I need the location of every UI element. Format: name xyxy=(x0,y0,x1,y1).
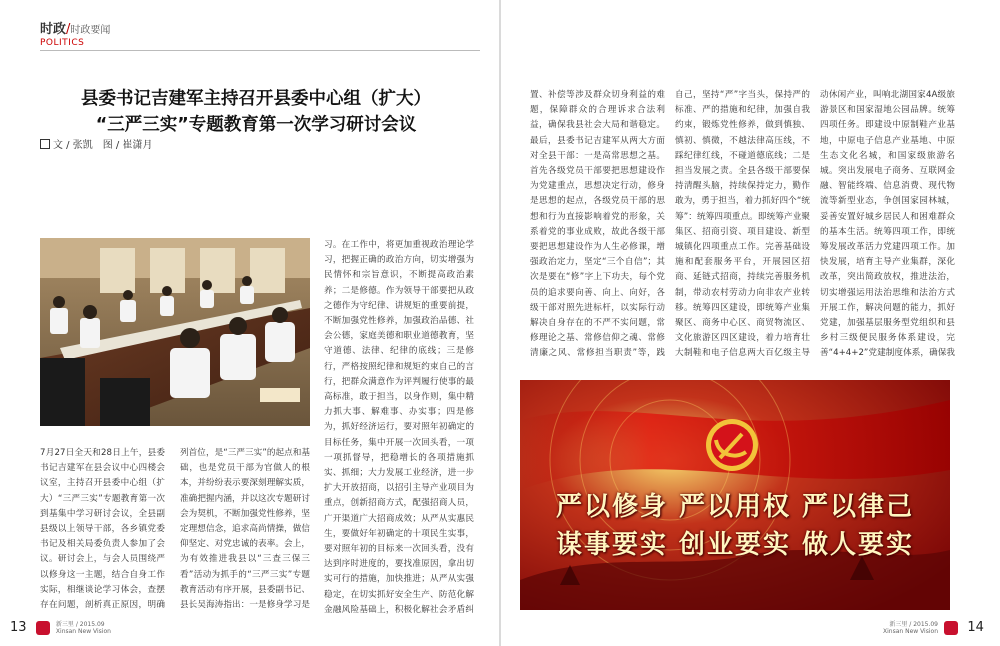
section-title: 时政 xyxy=(40,22,67,37)
title-line-2: “三严三实”专题教育第一次学习研讨会议 xyxy=(95,115,417,135)
magazine-name-left: 新三里 xyxy=(55,621,74,628)
magazine-en-left: Xinsan New Vision xyxy=(55,628,111,635)
meeting-photo-illustration xyxy=(40,238,310,426)
footer-left xyxy=(10,620,111,635)
magazine-info-left: 新三里 / 2015.09 Xinsan New Vision xyxy=(55,621,111,635)
party-emblem xyxy=(706,419,758,471)
magazine-name-right: 新三里 xyxy=(889,621,908,628)
article-column-1: 7月27日全天和28日上午，县委书记吉建军在县会议中心四楼会议室，主持召开县委中心组（扩大）“三严三实”专题教育第一次到基集中学习研讨会议，全县副县级以上领导干部，各乡镇党委书记及相关局委负责人参加了会议。研讨会上，与会人员围绕严以修身这一主题，结合自身工作实际，相继谈论学习体会，查摆存在问题，剖析真正原因，明确 xyxy=(40,448,165,611)
header-rule xyxy=(40,50,480,51)
page-number-left: 13 xyxy=(10,620,27,635)
page-number-right: 14 xyxy=(967,620,984,635)
section-english: POLITICS xyxy=(40,38,85,48)
slogan-line-1: 严以修身 严以用权 严以律己 xyxy=(555,492,915,522)
page-gutter xyxy=(499,0,501,646)
section-slash: / xyxy=(66,22,71,37)
article-column-3: 习。在工作中，将更加重视政治理论学习，把握正确的政治方向，切实增强为民情怀和宗旨意识，不断提高政治素养；二是修德。作为领导干部要把从政之德作为守纪律、讲规矩的重要前提，不断加强党性修养，加强政治品德、社会公德，家庭美德和职业道德教育，坚守道德、法律、纪律的底线；三是修行，严格按照纪律和规矩约束自己的言行，把群众满意作为评判履行使事的最高标准，敢于担当，以身作则，集中精力抓大事、解难事、办实事；四是修为，抓好经济运行，要对照年初确定的目标任务，集中开展一次回头看，一项一项抓督导，把稳增长的各项措施抓实、抓细；大力发展工业经济，进一步扩大开放招商，以招引主导产业项目为重点，创新招商方式，配强招商人员，广开渠道广大招商成效；从严从实惠民生，要做好年初确定的十项民生实事，要对照年初的目标来一次回头看，没有达到序时进度的，要找准原因，拿出切实可行的措施，加快推进；从严从实强稳定，在切实抓好安全生产、防范化解金融风险基础上，积极化解社会矛盾纠 xyxy=(324,240,474,614)
article-column-6: 动休闲产业，叫响北湖国家4A级旅游景区和国家湿地公园品牌。统筹四项任务。即建设中原制鞋产业基地，中原电子信息产业基地、中原生态文化名城，和国家级旅游名城。突出发展电子商务、互联网金融、智能终端、信息消费、现代物流等新型业态，争创国家园林城，妥善安置好城乡居民人和困难群众的基本生活。统筹四项工作，即统筹发展改革活力党建四项工作。加快发展，培育主导产业集群，深化改革，突出简政放权，推进法治，切实增强运用法治思维和法治方式开展工作，解决问题的能力，抓好党建，加强基层服务型党组织和县乡村三级便民服务体系建设，完善“4+4+2”党建制度体系，确保我 xyxy=(820,90,955,359)
magazine-info-right: 新三里 / 2015.09 Xinsan New Vision xyxy=(883,621,938,635)
title-line-1: 县委书记吉建军主持召开县委中心组（扩大） xyxy=(81,89,431,109)
article-column-2: 列首位，是“三严三实”的起点和基础，也是党员干部为官做人的根本，并纷纷表示要深刻理解实质，准确把握内涵，并以这次专题研讨会为契机，不断加强党性修养，坚定理想信念，追求高尚情操，做信仰坚定、对党忠诚的表率。会上，为有效推进我县以“三查三保三看”活动为抓手的“三严三实”专题教育活动有序开展，县委副书记、县长吴海涛指出：一是修身学习是 xyxy=(180,448,310,611)
byline-text: 文 / 张凯 图 / 崔潇月 xyxy=(53,140,153,151)
section-header xyxy=(40,18,110,48)
slogan-banner xyxy=(520,380,950,610)
byline xyxy=(40,136,152,151)
slogan-line-2: 谋事要实 创业要实 做人要实 xyxy=(555,530,915,560)
article-column-4: 置、补偿等涉及群众切身利益的难题，保障群众的合理诉求合法利益，确保我县社会大局和谐稳定。最后，县委书记吉建军从两大方面对全县干部：一是高常思想之基。首先各级党员干部要把思想建设作为党建重点，思想决定行动，修身是思想的起点，各级党员干部的思想和行为直接影响着党的形象，关系着党的事业成败，故此各级干部要把思想建设作为人生必修课，增强政治定力，坚定“三个自信”；其次是要在“修”字上下功夫，每个党员的追求要向善、向上、向好，各级干部对照先进标杆，以实际行动解决自身存在的不严不实问题，常修理论之基、常修信仰之魂、常修清廉之风、常修担当职责”等，践 xyxy=(530,90,665,359)
magazine-issue-right: 2015.09 xyxy=(913,621,938,628)
meeting-photo xyxy=(40,238,310,426)
article-column-5: 自己，坚持“严”字当头，保持严的标准、严的措施和纪律，加强自我约束，锻炼党性修养，做到慎独、慎初、慎微，不越法律高压线，不踩纪律红线，不碰道德底线；二是担当发展之责。全县各级干部要保持清醒头脑，持续保持定力，勤作敢为，勇于担当，着力抓好四个“统筹”：统筹四项重点。即统筹产业聚集区、招商引资、项目建设、新型城镇化四项重点工作。完善基础设施和配套服务平台，开展园区招商、延链式招商，持续完善服务机制，带动农村劳动力向非农产业转移。统筹四区建设，即统筹产业集聚区、商务中心区、商贸物流区、文化旅游区四区建设，着力培育壮大制鞋和电子信息两大百亿级主导 xyxy=(675,90,810,359)
magazine-logo-icon xyxy=(36,621,50,635)
byline-icon xyxy=(40,139,50,149)
magazine-en-right: Xinsan New Vision xyxy=(883,628,938,635)
magazine-logo-icon xyxy=(944,621,958,635)
section-subtitle: 时政要闻 xyxy=(70,25,111,36)
magazine-issue-left: 2015.09 xyxy=(79,621,105,628)
footer-right xyxy=(880,620,984,635)
article-title xyxy=(36,86,476,138)
